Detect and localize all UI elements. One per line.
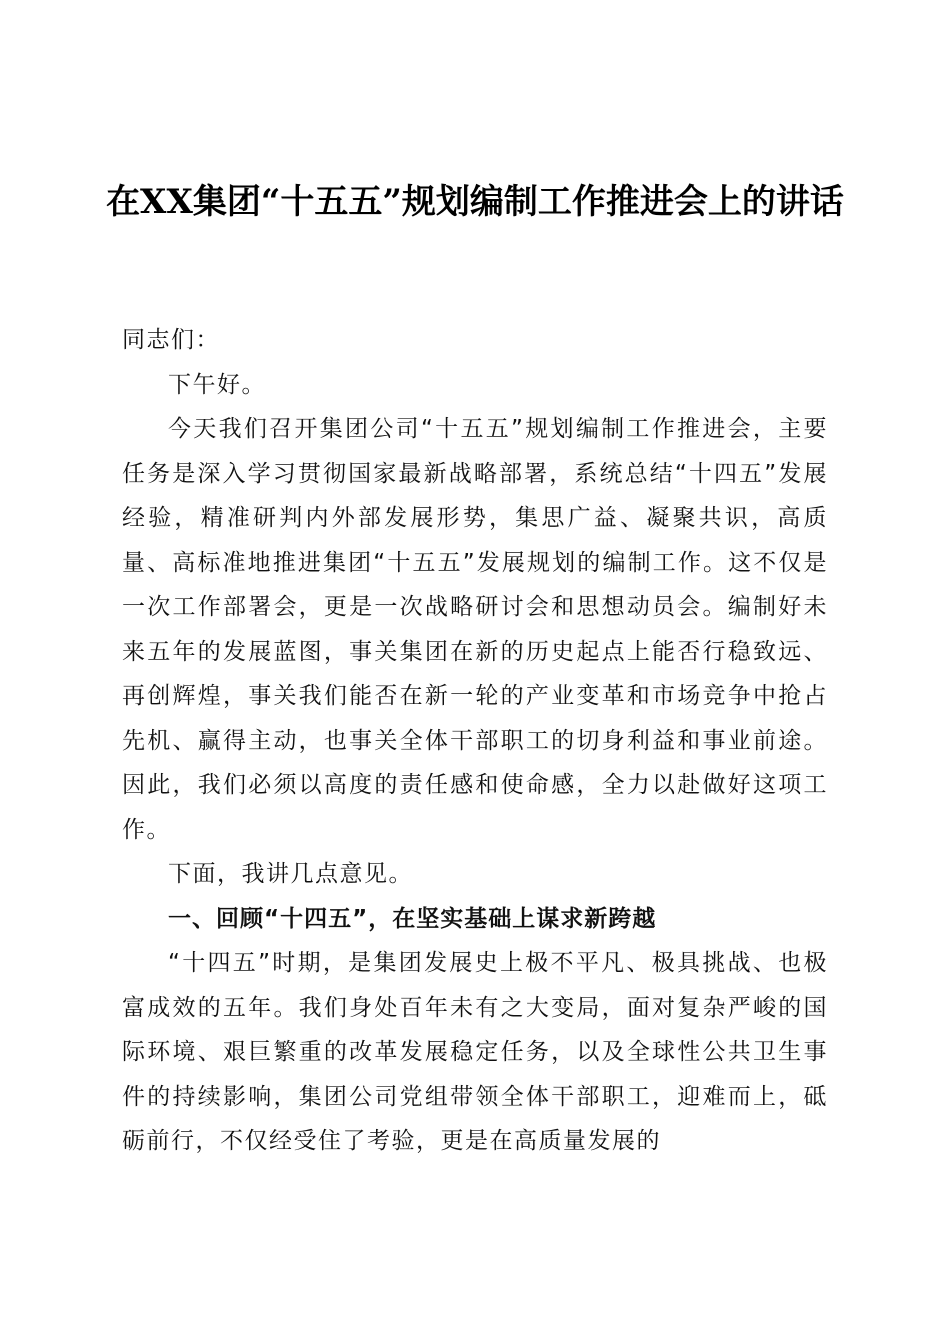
section-heading: 一、回顾“十四五”，在坚实基础上谋求新跨越 [168, 905, 657, 932]
section-paragraph: “十四五”时期，是集团发展史上极不平凡、极具挑战、也极富成效的五年。我们身处百年未有之大变局，面对复杂严峻的国际环境、艰巨繁重的改革发展稳定任务，以及全球性公共卫生事件的持续影响，集团公司党组带领全体干部职工，迎难而上，砥砺前行，不仅经受住了考验，更是在高质量发展的 [122, 950, 828, 1154]
salutation: 同志们： [122, 327, 220, 353]
document-body [122, 318, 828, 1164]
greeting: 下午好。 [168, 371, 266, 398]
intro-paragraph: 今天我们召开集团公司“十五五”规划编制工作推进会，主要任务是深入学习贯彻国家最新战略部署，系统总结“十四五”发展经验，精准研判内外部发展形势，集思广益、凝聚共识，高质量、高标准地推进集团“十五五”发展规划的编制工作。这不仅是一次工作部署会，更是一次战略研讨会和思想动员会。编制好未来五年的发展蓝图，事关集团在新的历史起点上能否行稳致远、再创辉煌，事关我们能否在新一轮的产业变革和市场竞争中抢占先机、赢得主动，也事关全体干部职工的切身利益和事业前途。因此，我们必须以高度的责任感和使命感，全力以赴做好这项工作。 [122, 416, 828, 843]
transition-paragraph: 下面，我讲几点意见。 [168, 861, 413, 887]
document-title: 在XX集团“十五五”规划编制工作推进会上的讲话 [106, 182, 844, 222]
